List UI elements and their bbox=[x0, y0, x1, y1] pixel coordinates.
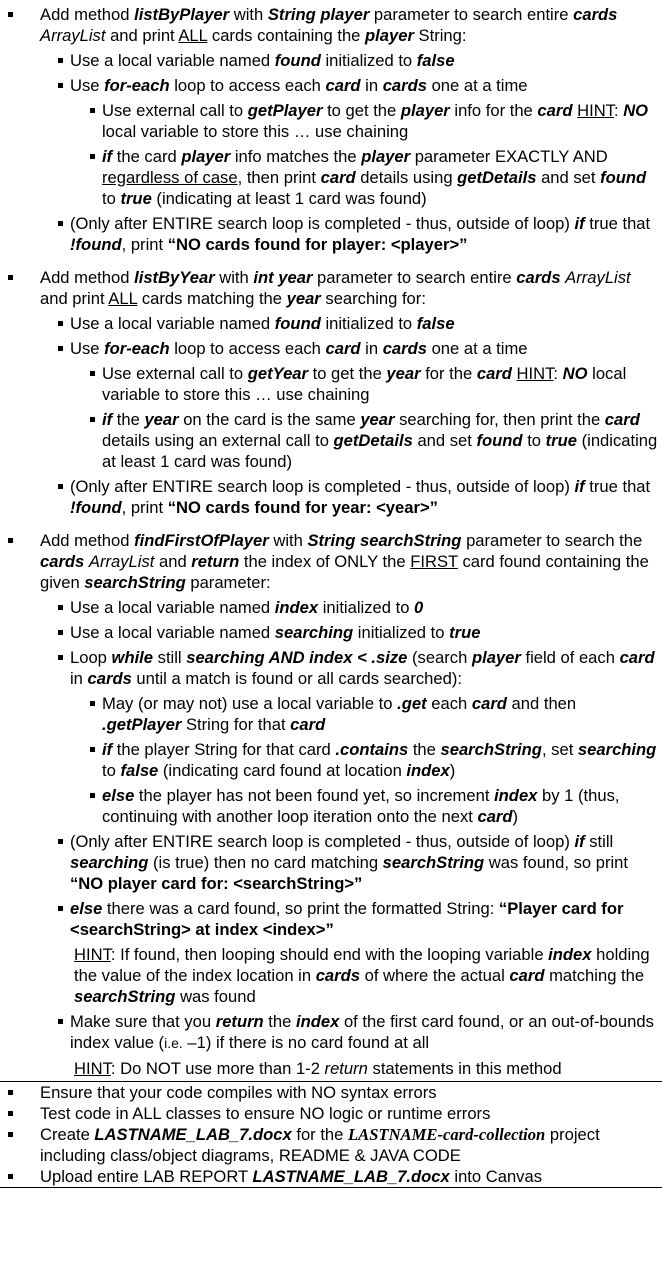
text-run: player bbox=[471, 648, 521, 667]
text-run: index bbox=[406, 761, 450, 780]
item-text bbox=[102, 739, 660, 781]
square-bullet-icon bbox=[90, 108, 95, 113]
text-run: player bbox=[400, 101, 450, 120]
sub-item bbox=[0, 647, 662, 689]
text-run: info for the bbox=[449, 101, 538, 120]
text-run: player bbox=[365, 26, 414, 45]
text-run: found bbox=[274, 51, 321, 70]
sub-item bbox=[0, 622, 662, 643]
text-run: “Player card for <searchString> at index <index>” bbox=[70, 899, 624, 939]
text-run: card bbox=[476, 364, 512, 383]
text-run: details using bbox=[355, 168, 458, 187]
text-run: searchString bbox=[382, 853, 485, 872]
text-run: getDetails bbox=[457, 168, 537, 187]
text-run: card found containing the given bbox=[40, 552, 649, 592]
text-run: index bbox=[295, 1012, 340, 1031]
text-run: , print bbox=[121, 498, 168, 517]
text-run: Create bbox=[40, 1125, 95, 1144]
checklist-item bbox=[0, 1082, 662, 1103]
square-bullet-icon bbox=[58, 346, 63, 351]
text-run: int year bbox=[253, 268, 313, 287]
text-run: getPlayer bbox=[247, 101, 323, 120]
square-bullet-icon bbox=[8, 1174, 13, 1179]
sub-item bbox=[0, 50, 662, 71]
item-text bbox=[70, 1011, 658, 1054]
text-run: parameter: bbox=[185, 573, 271, 592]
text-run: parameter to search the bbox=[461, 531, 643, 550]
text-run: i.e. bbox=[164, 1035, 183, 1051]
sub-item bbox=[0, 597, 662, 618]
text-run: card bbox=[471, 694, 507, 713]
text-run: regardless of case bbox=[102, 168, 238, 187]
square-bullet-icon bbox=[58, 83, 63, 88]
square-bullet-icon bbox=[58, 221, 63, 226]
square-bullet-icon bbox=[90, 154, 95, 159]
text-run: if bbox=[102, 740, 113, 759]
method-item-findFirstOfPlayer bbox=[0, 530, 662, 593]
hint-note bbox=[0, 944, 662, 1007]
text-run: found bbox=[476, 431, 523, 450]
text-run: true bbox=[545, 431, 577, 450]
item-text bbox=[70, 647, 658, 689]
text-run: with bbox=[268, 531, 308, 550]
text-run: LASTNAME_LAB_7.docx bbox=[94, 1125, 292, 1144]
text-run: and set bbox=[536, 168, 601, 187]
text-run: cards containing the bbox=[207, 26, 366, 45]
instruction-document bbox=[0, 4, 662, 1188]
text-run: local variable to store this … use chaining bbox=[102, 364, 627, 404]
method-item-listByPlayer bbox=[0, 4, 662, 46]
sub-item bbox=[0, 338, 662, 359]
text-run: Add method bbox=[40, 531, 135, 550]
text-run: searching for: bbox=[320, 289, 426, 308]
text-run: to bbox=[102, 761, 121, 780]
text-run: : bbox=[553, 364, 563, 383]
sub-item bbox=[0, 476, 662, 518]
text-run: (indicating at least 1 card was found) bbox=[102, 431, 658, 471]
text-run: card bbox=[619, 648, 655, 667]
item-text bbox=[40, 267, 656, 309]
text-run: while bbox=[111, 648, 154, 667]
text-run: NO bbox=[562, 364, 588, 383]
item-text bbox=[70, 213, 658, 255]
square-bullet-icon bbox=[58, 605, 63, 610]
text-run: –1) if there is no card found at all bbox=[182, 1033, 430, 1052]
text-run: Use a local variable named bbox=[70, 598, 275, 617]
bottom-divider bbox=[0, 1187, 662, 1188]
text-run: year bbox=[144, 410, 179, 429]
text-run: and then bbox=[506, 694, 577, 713]
text-run: still bbox=[153, 648, 187, 667]
text-run: : Do NOT use more than 1-2 bbox=[110, 1059, 325, 1078]
text-run: (indicating card found at location bbox=[158, 761, 407, 780]
sub-item bbox=[0, 75, 662, 96]
text-run: return bbox=[191, 552, 240, 571]
item-text bbox=[70, 898, 658, 940]
text-run: index bbox=[548, 945, 592, 964]
sub-item bbox=[0, 313, 662, 334]
sub-item bbox=[0, 831, 662, 894]
text-run: true bbox=[449, 623, 481, 642]
text-run: cards matching the bbox=[137, 289, 287, 308]
text-run: Ensure that your code compiles with NO syntax errors bbox=[40, 1083, 437, 1102]
text-run: .get bbox=[397, 694, 427, 713]
text-run: loop to access each bbox=[169, 76, 326, 95]
item-text bbox=[40, 1124, 656, 1166]
text-run: and bbox=[154, 552, 192, 571]
text-run: .contains bbox=[335, 740, 409, 759]
square-bullet-icon bbox=[90, 701, 95, 706]
item-text bbox=[102, 785, 660, 827]
item-text bbox=[70, 313, 658, 334]
text-run: year bbox=[360, 410, 395, 429]
text-run: of the first card found, or an out-of-bounds index value ( bbox=[70, 1012, 654, 1052]
text-run: : bbox=[613, 101, 624, 120]
text-run: parameter EXACTLY AND bbox=[410, 147, 608, 166]
text-run: and set bbox=[412, 431, 477, 450]
text-run: parameter to search entire bbox=[369, 5, 574, 24]
text-run: return bbox=[324, 1059, 368, 1078]
sub-sub-item bbox=[0, 739, 662, 781]
text-run: the bbox=[263, 1012, 296, 1031]
text-run: to bbox=[522, 431, 546, 450]
text-run: LASTNAME-card-collection bbox=[348, 1125, 546, 1144]
text-run: to bbox=[102, 189, 121, 208]
text-run: of where the actual bbox=[359, 966, 510, 985]
text-run: index bbox=[274, 598, 319, 617]
text-run: listByPlayer bbox=[134, 5, 230, 24]
text-run: false bbox=[416, 51, 455, 70]
text-run: year bbox=[386, 364, 421, 383]
text-run: Use a local variable named bbox=[70, 623, 275, 642]
text-run: card bbox=[325, 76, 361, 95]
text-run: searchString bbox=[440, 740, 542, 759]
text-run: Loop bbox=[70, 648, 112, 667]
text-run: ) bbox=[449, 761, 456, 780]
square-bullet-icon bbox=[58, 906, 63, 911]
text-run: details using an external call to bbox=[102, 431, 334, 450]
text-run: true that bbox=[584, 214, 651, 233]
text-run: LASTNAME_LAB_7.docx bbox=[252, 1167, 450, 1186]
square-bullet-icon bbox=[8, 1111, 13, 1116]
text-run: cards bbox=[382, 76, 427, 95]
item-text bbox=[70, 338, 658, 359]
square-bullet-icon bbox=[58, 630, 63, 635]
text-run: !found bbox=[70, 235, 122, 254]
item-text bbox=[40, 1082, 656, 1103]
item-text bbox=[70, 476, 658, 518]
text-run: Use a local variable named bbox=[70, 314, 275, 333]
item-text bbox=[40, 4, 656, 46]
item-text bbox=[40, 530, 656, 593]
text-run: findFirstOfPlayer bbox=[134, 531, 269, 550]
text-run: if bbox=[574, 477, 585, 496]
text-run: if bbox=[102, 147, 113, 166]
text-run: 0 bbox=[414, 598, 424, 617]
text-run: card bbox=[290, 715, 326, 734]
text-run: player bbox=[181, 147, 231, 166]
text-run: Add method bbox=[40, 268, 135, 287]
text-run: NO bbox=[623, 101, 649, 120]
square-bullet-icon bbox=[8, 538, 13, 543]
text-run: project including class/object diagrams, README & JAVA CODE bbox=[40, 1125, 600, 1165]
text-run: HINT bbox=[516, 364, 554, 383]
text-run: the bbox=[408, 740, 441, 759]
text-run: : If found, then looping should end with the looping variable bbox=[110, 945, 549, 964]
text-run: if bbox=[102, 410, 113, 429]
item-text bbox=[102, 100, 660, 142]
text-run: still bbox=[584, 832, 614, 851]
text-run: Use external call to bbox=[102, 101, 248, 120]
square-bullet-icon bbox=[58, 655, 63, 660]
text-run: cards bbox=[382, 339, 427, 358]
text-run: !found bbox=[70, 498, 122, 517]
text-run: Use external call to bbox=[102, 364, 248, 383]
method-item-listByYear bbox=[0, 267, 662, 309]
text-run: (search bbox=[407, 648, 472, 667]
item-text bbox=[74, 1058, 658, 1079]
text-run: local variable to store this … use chaining bbox=[102, 122, 409, 141]
text-run: one at a time bbox=[426, 76, 528, 95]
text-run: card bbox=[320, 168, 356, 187]
text-run: initialized to bbox=[353, 623, 450, 642]
text-run: (Only after ENTIRE search loop is completed - thus, outside of loop) bbox=[70, 214, 575, 233]
square-bullet-icon bbox=[58, 1019, 63, 1024]
text-run: and print bbox=[105, 26, 179, 45]
text-run: ArrayList bbox=[565, 268, 631, 287]
text-run: String player bbox=[267, 5, 370, 24]
sub-item bbox=[0, 1011, 662, 1054]
text-run: the bbox=[112, 410, 145, 429]
text-run: card bbox=[325, 339, 361, 358]
text-run: true bbox=[120, 189, 152, 208]
text-run: was found, so print bbox=[484, 853, 629, 872]
text-run: return bbox=[215, 1012, 264, 1031]
text-run: to get the bbox=[308, 364, 387, 383]
text-run: Use a local variable named bbox=[70, 51, 275, 70]
item-text bbox=[70, 622, 658, 643]
text-run: , print bbox=[121, 235, 168, 254]
sub-sub-item bbox=[0, 146, 662, 209]
text-run: true that bbox=[584, 477, 651, 496]
text-run: for the bbox=[420, 364, 477, 383]
text-run: , set bbox=[541, 740, 578, 759]
text-run: and print bbox=[40, 289, 109, 308]
text-run: ) bbox=[512, 807, 519, 826]
text-run: cards bbox=[87, 669, 132, 688]
text-run: cards bbox=[40, 552, 85, 571]
text-run: false bbox=[416, 314, 455, 333]
text-run: on the card is the same bbox=[178, 410, 361, 429]
text-run: there was a card found, so print the formatted String: bbox=[102, 899, 499, 918]
sub-sub-item bbox=[0, 409, 662, 472]
text-run: FIRST bbox=[410, 552, 458, 571]
text-run: String searchString bbox=[307, 531, 462, 550]
text-run: Test code in ALL classes to ensure NO logic or runtime errors bbox=[40, 1104, 491, 1123]
text-run: ArrayList bbox=[40, 26, 106, 45]
checklist-item bbox=[0, 1103, 662, 1124]
checklist-item bbox=[0, 1124, 662, 1166]
text-run: with bbox=[214, 268, 254, 287]
text-run: listByYear bbox=[134, 268, 215, 287]
text-run: by 1 (thus, continuing with another loop iteration onto the next bbox=[102, 786, 620, 826]
text-run: for the bbox=[291, 1125, 348, 1144]
hint-note bbox=[0, 1058, 662, 1079]
text-run: getYear bbox=[247, 364, 308, 383]
text-run: for-each bbox=[104, 339, 170, 358]
item-text bbox=[40, 1166, 656, 1187]
text-run: in bbox=[360, 339, 383, 358]
text-run: Use bbox=[70, 76, 105, 95]
text-run: the player has not been found yet, so increment bbox=[134, 786, 495, 805]
text-run: HINT bbox=[577, 101, 614, 120]
text-run: (Only after ENTIRE search loop is completed - thus, outside of loop) bbox=[70, 832, 575, 851]
text-run: the player String for that card bbox=[112, 740, 336, 759]
text-run: info matches the bbox=[230, 147, 362, 166]
square-bullet-icon bbox=[58, 58, 63, 63]
item-text bbox=[102, 693, 660, 735]
checklist-item bbox=[0, 1166, 662, 1187]
text-run: “NO player card for: <searchString>” bbox=[70, 874, 363, 893]
text-run: searchString bbox=[74, 987, 176, 1006]
text-run: until a match is found or all cards searched): bbox=[131, 669, 463, 688]
text-run: parameter to search entire bbox=[312, 268, 517, 287]
text-run: if bbox=[574, 214, 585, 233]
text-run: cards bbox=[573, 5, 618, 24]
square-bullet-icon bbox=[8, 1090, 13, 1095]
text-run: HINT bbox=[74, 945, 111, 964]
text-run: searching bbox=[70, 853, 149, 872]
text-run: card bbox=[477, 807, 513, 826]
text-run: if bbox=[574, 832, 585, 851]
text-run: card bbox=[537, 101, 573, 120]
text-run: getDetails bbox=[333, 431, 413, 450]
text-run: “NO cards found for year: <year>” bbox=[167, 498, 438, 517]
text-run: searching bbox=[577, 740, 657, 759]
item-text bbox=[70, 50, 658, 71]
text-run: in bbox=[360, 76, 383, 95]
item-text bbox=[40, 1103, 656, 1124]
text-run: , then print bbox=[237, 168, 321, 187]
square-bullet-icon bbox=[90, 417, 95, 422]
text-run: String for that bbox=[181, 715, 291, 734]
text-run: .getPlayer bbox=[102, 715, 182, 734]
text-run: one at a time bbox=[426, 339, 528, 358]
text-run: false bbox=[120, 761, 159, 780]
sub-item bbox=[0, 898, 662, 940]
text-run: index bbox=[494, 786, 538, 805]
text-run: cards bbox=[315, 966, 360, 985]
text-run: HINT bbox=[74, 1059, 111, 1078]
text-run: found bbox=[274, 314, 321, 333]
text-run: card bbox=[604, 410, 640, 429]
text-run: Add method bbox=[40, 5, 135, 24]
text-run: (indicating at least 1 card was found) bbox=[151, 189, 427, 208]
square-bullet-icon bbox=[90, 793, 95, 798]
text-run: searching for, then print the bbox=[394, 410, 605, 429]
sub-sub-item bbox=[0, 363, 662, 405]
text-run: else bbox=[70, 899, 103, 918]
text-run: loop to access each bbox=[169, 339, 326, 358]
text-run: searching bbox=[274, 623, 354, 642]
item-text bbox=[102, 409, 660, 472]
text-run: initialized to bbox=[318, 598, 415, 617]
text-run: (is true) then no card matching bbox=[148, 853, 383, 872]
text-run: year bbox=[286, 289, 321, 308]
item-text bbox=[70, 75, 658, 96]
text-run: card bbox=[509, 966, 545, 985]
text-run: with bbox=[229, 5, 268, 24]
square-bullet-icon bbox=[90, 371, 95, 376]
text-run: initialized to bbox=[320, 51, 417, 70]
square-bullet-icon bbox=[58, 484, 63, 489]
text-run: Use bbox=[70, 339, 105, 358]
item-text bbox=[70, 597, 658, 618]
text-run: field of each bbox=[520, 648, 620, 667]
text-run: the card bbox=[112, 147, 182, 166]
text-run: holding the value of the index location in bbox=[74, 945, 650, 985]
text-run: Upload entire LAB REPORT bbox=[40, 1167, 253, 1186]
text-run: searching AND index < .size bbox=[186, 648, 408, 667]
sub-item bbox=[0, 213, 662, 255]
square-bullet-icon bbox=[90, 747, 95, 752]
text-run: (Only after ENTIRE search loop is completed - thus, outside of loop) bbox=[70, 477, 575, 496]
item-text bbox=[102, 363, 660, 405]
text-run: String: bbox=[413, 26, 467, 45]
sub-sub-item bbox=[0, 693, 662, 735]
sub-sub-item bbox=[0, 785, 662, 827]
text-run: else bbox=[102, 786, 135, 805]
text-run: matching the bbox=[544, 966, 645, 985]
item-text bbox=[74, 944, 658, 1007]
text-run: statements in this method bbox=[367, 1059, 562, 1078]
item-text bbox=[102, 146, 660, 209]
text-run: initialized to bbox=[320, 314, 417, 333]
text-run: the index of ONLY the bbox=[239, 552, 411, 571]
text-run: player bbox=[361, 147, 411, 166]
text-run: May (or may not) use a local variable to bbox=[102, 694, 398, 713]
text-run: each bbox=[426, 694, 472, 713]
square-bullet-icon bbox=[8, 12, 13, 17]
text-run: in bbox=[70, 669, 88, 688]
text-run: ALL bbox=[178, 26, 208, 45]
text-run: ArrayList bbox=[88, 552, 155, 571]
text-run: into Canvas bbox=[449, 1167, 543, 1186]
text-run: for-each bbox=[104, 76, 170, 95]
item-text bbox=[70, 831, 658, 894]
text-run: was found bbox=[175, 987, 256, 1006]
text-run: Make sure that you bbox=[70, 1012, 216, 1031]
square-bullet-icon bbox=[58, 839, 63, 844]
square-bullet-icon bbox=[58, 321, 63, 326]
text-run: cards bbox=[516, 268, 561, 287]
text-run: found bbox=[600, 168, 647, 187]
sub-sub-item bbox=[0, 100, 662, 142]
text-run: searchString bbox=[84, 573, 186, 592]
text-run: to get the bbox=[322, 101, 401, 120]
square-bullet-icon bbox=[8, 275, 13, 280]
text-run: ALL bbox=[108, 289, 138, 308]
text-run: “NO cards found for player: <player>” bbox=[167, 235, 468, 254]
square-bullet-icon bbox=[8, 1132, 13, 1137]
